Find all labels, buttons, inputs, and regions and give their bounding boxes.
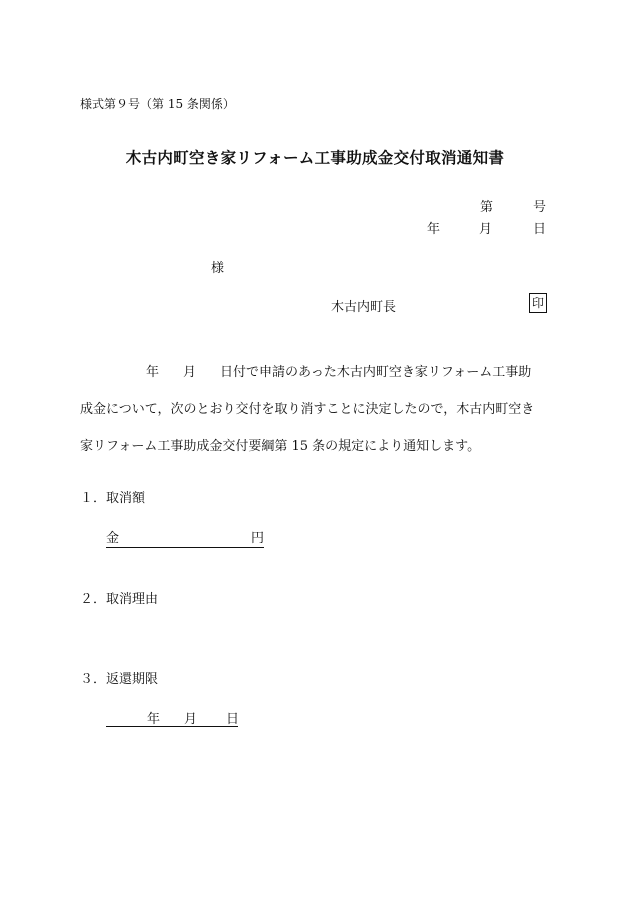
deadline-day: 日 — [226, 712, 240, 727]
deadline-field — [106, 708, 238, 727]
addressee-suffix: 様 — [211, 261, 225, 276]
amount-yen: 円 — [250, 531, 264, 546]
amount-kin: 金 — [106, 531, 120, 546]
amount-field — [106, 527, 264, 548]
body-year: 年 — [146, 365, 160, 380]
body-paragraph — [80, 354, 550, 465]
body-line-3: 家リフォーム工事助成金交付要綱第 15 条の規定により通知します。 — [80, 439, 481, 454]
deadline-month: 月 — [184, 712, 198, 727]
section-cancel-reason: ２．取消理由 — [80, 592, 159, 607]
document-title: 木古内町空き家リフォーム工事助成金交付取消通知書 — [125, 148, 505, 167]
body-line-1-text: 日付で申請のあった木古内町空き家リフォーム工事助 — [220, 365, 532, 380]
form-number: 様式第９号（第 15 条関係） — [80, 97, 235, 111]
section-cancel-amount: １．取消額 — [80, 491, 146, 506]
deadline-year: 年 — [147, 712, 161, 727]
body-line-1 — [80, 354, 550, 391]
body-line-2: 成金について，次のとおり交付を取り消すことに決定したので，木古内町空き — [80, 402, 535, 417]
issue-date-month: 月 — [479, 222, 493, 237]
doc-number-dai: 第 — [480, 200, 494, 215]
section-return-deadline: ３．返還期限 — [80, 672, 159, 687]
seal-mark: 印 — [529, 293, 547, 313]
issue-date-day: 日 — [533, 222, 547, 237]
body-month: 月 — [183, 365, 197, 380]
issuer-name: 木古内町長 — [331, 300, 397, 315]
issue-date-year: 年 — [427, 222, 441, 237]
doc-number-go: 号 — [533, 200, 547, 215]
